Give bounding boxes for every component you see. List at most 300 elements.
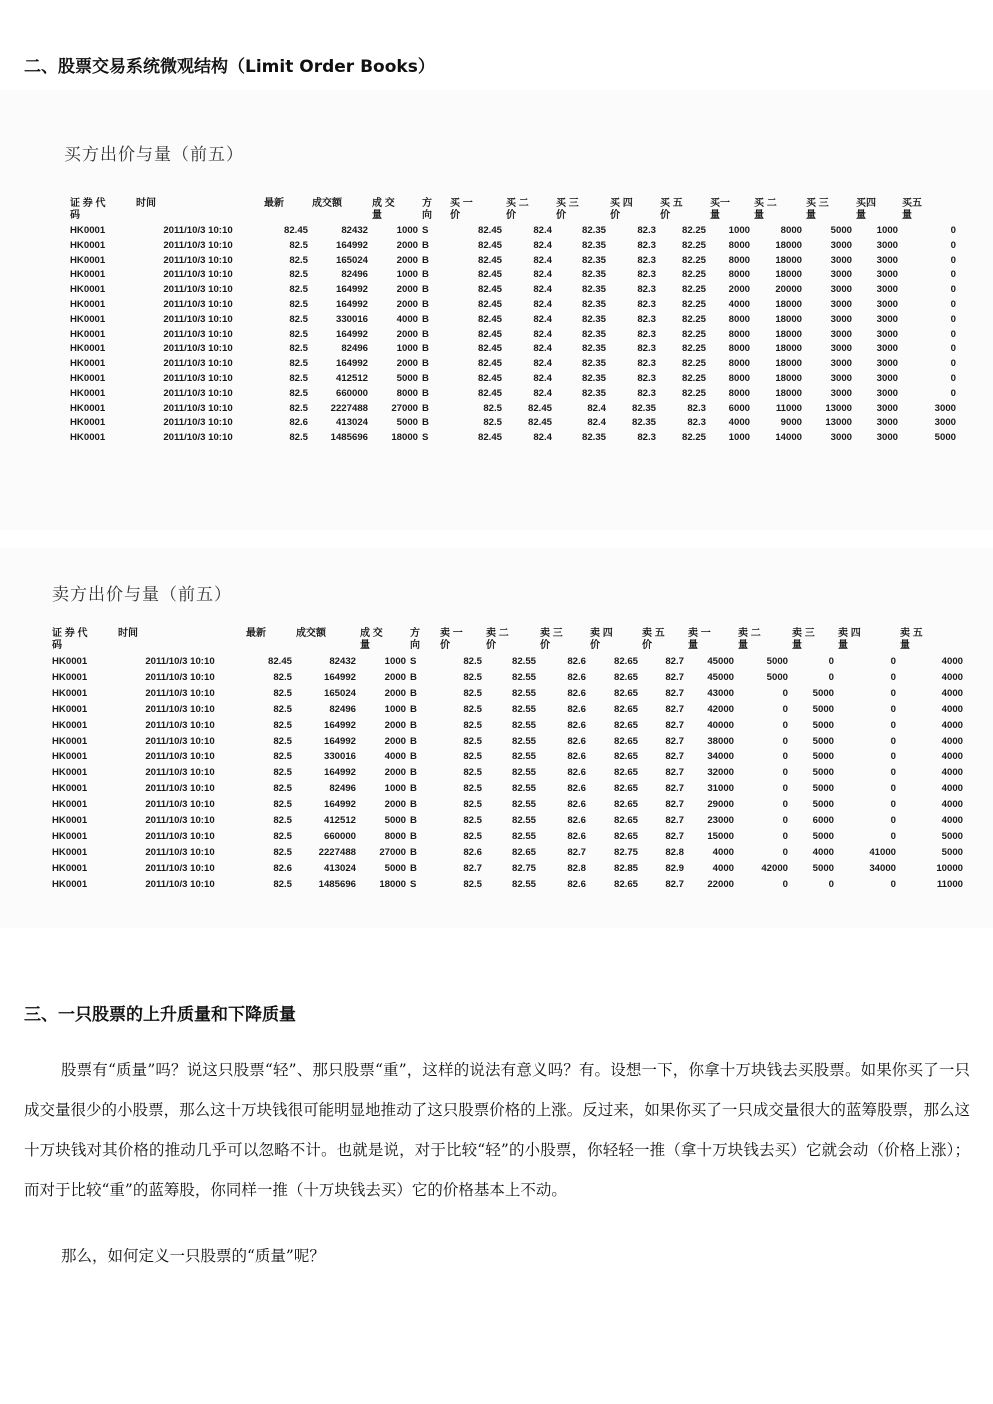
table-cell: 0: [890, 656, 896, 667]
table-cell: 82.35: [581, 298, 606, 310]
table-cell: 18000: [775, 239, 802, 251]
table-cell: 82.25: [681, 254, 706, 266]
table-cell: 4000: [941, 735, 963, 747]
table-cell: B: [422, 284, 429, 296]
table-cell: 82.25: [681, 328, 706, 340]
table-cell: 82.5: [289, 343, 308, 355]
table-cell: 3000: [876, 372, 898, 384]
table-cell: HK0001: [70, 269, 106, 281]
table-cell: HK0001: [52, 830, 88, 842]
table-cell: 0: [950, 343, 956, 355]
table-cell: 5000: [941, 830, 963, 842]
table-cell: 0: [782, 719, 788, 731]
table-cell: 3000: [876, 387, 898, 399]
table-cell: 3000: [830, 313, 852, 325]
table-cell: 8000: [396, 387, 418, 399]
table-cell: B: [422, 358, 429, 370]
table-cell: 82.7: [665, 703, 684, 715]
table-cell: 0: [950, 358, 956, 370]
table-cell: 5000: [941, 846, 963, 858]
table-cell: 29000: [707, 799, 734, 811]
column-header: 卖 五 量: [900, 628, 923, 651]
table-cell: 11000: [775, 402, 802, 414]
table-cell: 82.45: [477, 313, 502, 325]
table-cell: 8000: [728, 358, 750, 370]
table-cell: 82.45: [477, 284, 502, 296]
table-cell: 0: [950, 372, 956, 384]
table-row: [68, 431, 958, 446]
table-cell: 0: [950, 254, 956, 266]
table-cell: 5000: [812, 751, 834, 763]
table-cell: 82.35: [581, 225, 606, 236]
table-cell: 82.5: [463, 719, 482, 731]
table-cell: 4000: [941, 703, 963, 715]
table-cell: 2000: [384, 799, 406, 811]
table-row: [68, 239, 958, 254]
table-cell: 82.65: [613, 830, 638, 842]
table-cell: HK0001: [70, 328, 106, 340]
table-cell: 3000: [876, 284, 898, 296]
table-cell: 82.9: [665, 862, 684, 874]
table-cell: 2011/10/3 10:10: [145, 830, 215, 842]
table-cell: 82.4: [533, 343, 552, 355]
table-cell: 2011/10/3 10:10: [145, 687, 215, 699]
table-cell: B: [422, 254, 429, 266]
column-header: 卖 五 价: [642, 628, 665, 651]
table-cell: 2011/10/3 10:10: [163, 298, 233, 310]
table-cell: 8000: [728, 343, 750, 355]
table-cell: 3000: [830, 239, 852, 251]
table-cell: 82.3: [637, 254, 656, 266]
table-cell: 82.25: [681, 432, 706, 444]
table-cell: 0: [950, 225, 956, 236]
table-cell: 82.6: [567, 799, 586, 811]
table-row: [68, 268, 958, 283]
table-cell: 82.25: [681, 358, 706, 370]
column-header: 时间: [136, 198, 156, 209]
table-cell: 82.45: [477, 432, 502, 444]
table-cell: 82.25: [681, 269, 706, 281]
table-cell: 82.8: [665, 846, 684, 858]
table-row: [50, 829, 965, 845]
column-header: 成交额: [312, 198, 342, 209]
table-row: [68, 298, 958, 313]
table-cell: 2000: [396, 239, 418, 251]
table-cell: 82.4: [533, 313, 552, 325]
table-cell: 82.35: [631, 402, 656, 414]
table-cell: 4000: [712, 862, 734, 874]
table-cell: 412512: [323, 815, 356, 827]
section-heading-stock-mass: 三、一只股票的上升质量和下降质量: [24, 1005, 296, 1025]
table-cell: 82.45: [477, 239, 502, 251]
table-cell: 164992: [335, 328, 368, 340]
table-cell: 82.25: [681, 372, 706, 384]
table-cell: B: [422, 269, 429, 281]
table-cell: 1000: [728, 432, 750, 444]
table-cell: 11000: [936, 878, 963, 890]
table-cell: 82496: [341, 343, 368, 355]
table-cell: 82.45: [283, 225, 308, 236]
table-cell: 27000: [379, 846, 406, 858]
table-row: [50, 670, 965, 686]
table-cell: 2011/10/3 10:10: [163, 239, 233, 251]
column-header: 时间: [118, 628, 138, 639]
table-cell: 0: [782, 751, 788, 763]
table-cell: 82.45: [477, 372, 502, 384]
table-cell: HK0001: [52, 862, 88, 874]
column-header: 买 三 量: [806, 198, 829, 221]
table-cell: 42000: [707, 703, 734, 715]
table-cell: 82.5: [483, 402, 502, 414]
table-cell: 82.4: [533, 254, 552, 266]
column-header: 买 二 量: [754, 198, 777, 221]
table-cell: B: [410, 846, 417, 858]
table-cell: HK0001: [52, 671, 88, 683]
column-header: 卖 三 价: [540, 628, 563, 651]
table-cell: 18000: [379, 878, 406, 890]
table-cell: 82.4: [587, 402, 606, 414]
table-cell: 2011/10/3 10:10: [163, 417, 233, 429]
table-cell: 82.6: [567, 719, 586, 731]
table-cell: 82.5: [289, 269, 308, 281]
table-cell: 2011/10/3 10:10: [163, 402, 233, 414]
table-cell: 82.25: [681, 343, 706, 355]
column-header: 卖 二 价: [486, 628, 509, 651]
column-header: 买 二 价: [506, 198, 529, 221]
table-cell: 165024: [335, 254, 368, 266]
table-cell: 82.6: [567, 703, 586, 715]
table-cell: 2000: [396, 358, 418, 370]
table-cell: 82.35: [581, 269, 606, 281]
table-cell: 82.5: [483, 417, 502, 429]
table-cell: 82.55: [511, 751, 536, 763]
table-cell: 82.5: [273, 751, 292, 763]
table-header-row: [68, 198, 958, 224]
table-cell: 82.6: [567, 735, 586, 747]
table-cell: 82.45: [477, 387, 502, 399]
table-cell: 34000: [869, 862, 896, 874]
table-cell: 3000: [876, 432, 898, 444]
table-cell: 82.45: [477, 269, 502, 281]
table-cell: 82.6: [567, 751, 586, 763]
table-cell: 82.45: [477, 358, 502, 370]
table-cell: 2011/10/3 10:10: [163, 372, 233, 384]
table-cell: 82432: [329, 656, 356, 667]
table-cell: 3000: [876, 254, 898, 266]
table-cell: 1000: [384, 656, 406, 667]
table-cell: HK0001: [70, 284, 106, 296]
table-cell: 82.5: [463, 783, 482, 795]
table-cell: 1000: [384, 783, 406, 795]
table-cell: 2011/10/3 10:10: [145, 767, 215, 779]
table-cell: 164992: [335, 284, 368, 296]
table-cell: 3000: [830, 387, 852, 399]
table-cell: 18000: [775, 313, 802, 325]
table-row: [68, 372, 958, 387]
table-cell: 82.3: [637, 239, 656, 251]
table-cell: 2011/10/3 10:10: [163, 343, 233, 355]
table-row: [68, 416, 958, 431]
table-cell: 5000: [812, 799, 834, 811]
table-cell: 82.5: [273, 703, 292, 715]
table-cell: 5000: [812, 862, 834, 874]
table-cell: 82.3: [637, 269, 656, 281]
table-cell: 82.4: [587, 417, 606, 429]
table-cell: 15000: [707, 830, 734, 842]
table-cell: 0: [890, 830, 896, 842]
table-cell: 82.55: [511, 830, 536, 842]
table-cell: 82.25: [681, 239, 706, 251]
table-cell: B: [410, 719, 417, 731]
buy-table-title: 买方出价与量（前五）: [64, 145, 244, 165]
table-cell: 0: [828, 656, 834, 667]
table-cell: 82.55: [511, 671, 536, 683]
table-cell: 0: [890, 783, 896, 795]
table-cell: 82.35: [581, 313, 606, 325]
table-cell: 82.4: [533, 387, 552, 399]
table-cell: HK0001: [70, 254, 106, 266]
table-cell: B: [410, 815, 417, 827]
table-row: [68, 283, 958, 298]
table-cell: 82.4: [533, 298, 552, 310]
table-cell: 82.8: [567, 862, 586, 874]
table-cell: 82.25: [681, 225, 706, 236]
table-cell: 1485696: [318, 878, 356, 890]
table-cell: 3000: [830, 254, 852, 266]
table-cell: 82.35: [581, 254, 606, 266]
table-cell: 3000: [934, 417, 956, 429]
table-cell: 18000: [775, 269, 802, 281]
table-cell: 0: [950, 298, 956, 310]
table-cell: 13000: [825, 417, 852, 429]
table-cell: 2011/10/3 10:10: [163, 328, 233, 340]
table-cell: 0: [828, 878, 834, 890]
table-cell: 82.35: [581, 358, 606, 370]
table-cell: 82.6: [463, 846, 482, 858]
table-cell: 82.3: [687, 402, 706, 414]
table-cell: 18000: [775, 343, 802, 355]
table-cell: 9000: [780, 417, 802, 429]
column-header: 方 向: [422, 198, 432, 221]
table-cell: 82.5: [273, 767, 292, 779]
table-cell: 8000: [728, 372, 750, 384]
table-cell: 2011/10/3 10:10: [145, 735, 215, 747]
table-cell: 2011/10/3 10:10: [145, 878, 215, 890]
table-cell: 82.7: [665, 830, 684, 842]
table-cell: 8000: [728, 239, 750, 251]
table-cell: 18000: [391, 432, 418, 444]
table-cell: 82.4: [533, 225, 552, 236]
table-cell: 38000: [707, 735, 734, 747]
table-cell: 82.65: [613, 783, 638, 795]
table-cell: 82496: [341, 269, 368, 281]
table-cell: 82.6: [567, 878, 586, 890]
column-header: 方 向: [410, 628, 420, 651]
table-cell: 82.3: [637, 387, 656, 399]
table-cell: 82.45: [477, 225, 502, 236]
table-cell: 0: [950, 269, 956, 281]
table-cell: 82496: [329, 783, 356, 795]
table-cell: 82.3: [637, 358, 656, 370]
sell-order-book-table: [50, 628, 965, 893]
table-cell: 82.3: [637, 343, 656, 355]
table-cell: 82.5: [463, 830, 482, 842]
table-row: [68, 328, 958, 343]
table-cell: 82.65: [613, 878, 638, 890]
table-cell: 0: [782, 799, 788, 811]
table-cell: 0: [782, 703, 788, 715]
table-cell: 82.3: [637, 328, 656, 340]
table-cell: 82.5: [289, 313, 308, 325]
table-cell: B: [410, 767, 417, 779]
table-cell: 2011/10/3 10:10: [163, 432, 233, 444]
column-header: 买 五 价: [660, 198, 683, 221]
table-cell: 82.55: [511, 815, 536, 827]
table-cell: 3000: [876, 343, 898, 355]
table-cell: B: [422, 298, 429, 310]
table-row: [50, 654, 965, 670]
table-cell: 82.5: [289, 432, 308, 444]
table-cell: 2011/10/3 10:10: [145, 815, 215, 827]
table-cell: HK0001: [52, 703, 88, 715]
table-cell: 82.5: [289, 298, 308, 310]
table-cell: 18000: [775, 372, 802, 384]
body-paragraph: 那么，如何定义一只股票的“质量”呢？: [61, 1247, 325, 1265]
table-cell: 330016: [323, 751, 356, 763]
table-cell: 82.6: [567, 815, 586, 827]
table-cell: 43000: [707, 687, 734, 699]
table-cell: 82.35: [581, 284, 606, 296]
table-cell: 82.6: [289, 417, 308, 429]
table-cell: 0: [890, 767, 896, 779]
column-header: 最新: [246, 628, 266, 639]
table-row: [50, 845, 965, 861]
table-cell: 2011/10/3 10:10: [145, 719, 215, 731]
column-header: 证 券 代 码: [70, 198, 106, 221]
table-cell: HK0001: [70, 343, 106, 355]
table-row: [50, 813, 965, 829]
table-cell: 82.55: [511, 799, 536, 811]
table-cell: 45000: [707, 656, 734, 667]
buy-order-book-table: [68, 198, 958, 446]
table-row: [50, 718, 965, 734]
column-header: 卖 四 价: [590, 628, 613, 651]
table-cell: 2227488: [318, 846, 356, 858]
table-cell: B: [410, 671, 417, 683]
table-cell: 82.35: [581, 239, 606, 251]
table-cell: 4000: [384, 751, 406, 763]
table-cell: 82.35: [581, 432, 606, 444]
table-cell: 82.5: [273, 799, 292, 811]
table-cell: 0: [828, 671, 834, 683]
table-cell: 82.35: [581, 343, 606, 355]
table-cell: 0: [782, 735, 788, 747]
table-cell: 82.4: [533, 239, 552, 251]
table-cell: 4000: [396, 313, 418, 325]
table-cell: 0: [782, 830, 788, 842]
column-header: 买五 量: [902, 198, 922, 221]
table-cell: 82.5: [289, 387, 308, 399]
table-cell: 82.65: [613, 703, 638, 715]
table-cell: 5000: [812, 687, 834, 699]
table-cell: 5000: [812, 719, 834, 731]
table-cell: 34000: [707, 751, 734, 763]
table-cell: 82.3: [637, 298, 656, 310]
table-cell: HK0001: [52, 846, 88, 858]
table-cell: HK0001: [52, 783, 88, 795]
table-row: [68, 357, 958, 372]
table-cell: 164992: [335, 239, 368, 251]
table-cell: 3000: [876, 313, 898, 325]
table-cell: 18000: [775, 387, 802, 399]
table-cell: HK0001: [70, 417, 106, 429]
column-header: 成交额: [296, 628, 326, 639]
table-cell: B: [422, 343, 429, 355]
table-cell: 3000: [830, 269, 852, 281]
table-cell: 82.55: [511, 783, 536, 795]
table-cell: 82.65: [613, 687, 638, 699]
table-cell: HK0001: [52, 799, 88, 811]
table-cell: HK0001: [70, 432, 106, 444]
table-cell: HK0001: [52, 878, 88, 890]
table-cell: 0: [890, 735, 896, 747]
table-cell: 4000: [941, 767, 963, 779]
table-cell: HK0001: [52, 767, 88, 779]
table-cell: 82.5: [289, 254, 308, 266]
table-cell: 164992: [335, 358, 368, 370]
table-cell: 0: [782, 687, 788, 699]
table-cell: 2011/10/3 10:10: [145, 862, 215, 874]
table-cell: 0: [950, 328, 956, 340]
table-cell: HK0001: [70, 225, 106, 236]
table-cell: 82.5: [463, 815, 482, 827]
table-cell: 6000: [728, 402, 750, 414]
table-cell: 82.4: [533, 269, 552, 281]
table-row: [50, 734, 965, 750]
table-cell: HK0001: [52, 719, 88, 731]
table-cell: 3000: [830, 343, 852, 355]
table-cell: 82.75: [511, 862, 536, 874]
table-cell: 5000: [384, 862, 406, 874]
table-cell: 45000: [707, 671, 734, 683]
table-cell: 82.65: [613, 815, 638, 827]
table-cell: 3000: [876, 298, 898, 310]
table-cell: 5000: [934, 432, 956, 444]
table-cell: 164992: [323, 767, 356, 779]
table-cell: HK0001: [52, 656, 88, 667]
sell-table-title: 卖方出价与量（前五）: [52, 585, 232, 605]
table-cell: 164992: [335, 298, 368, 310]
table-cell: 82.35: [631, 417, 656, 429]
table-cell: 2000: [396, 284, 418, 296]
table-cell: 2011/10/3 10:10: [163, 225, 233, 236]
table-cell: 1000: [876, 225, 898, 236]
table-cell: 82.3: [637, 284, 656, 296]
table-cell: 0: [890, 751, 896, 763]
table-cell: B: [410, 751, 417, 763]
table-cell: 82.25: [681, 298, 706, 310]
column-header: 买一 量: [710, 198, 730, 221]
table-cell: 164992: [323, 719, 356, 731]
table-row: [50, 797, 965, 813]
table-cell: 82432: [341, 225, 368, 236]
table-cell: 0: [782, 783, 788, 795]
table-cell: 82.45: [477, 328, 502, 340]
table-cell: 82.5: [273, 830, 292, 842]
table-cell: 82.7: [665, 878, 684, 890]
table-cell: 82.5: [463, 878, 482, 890]
table-cell: 82.5: [289, 328, 308, 340]
